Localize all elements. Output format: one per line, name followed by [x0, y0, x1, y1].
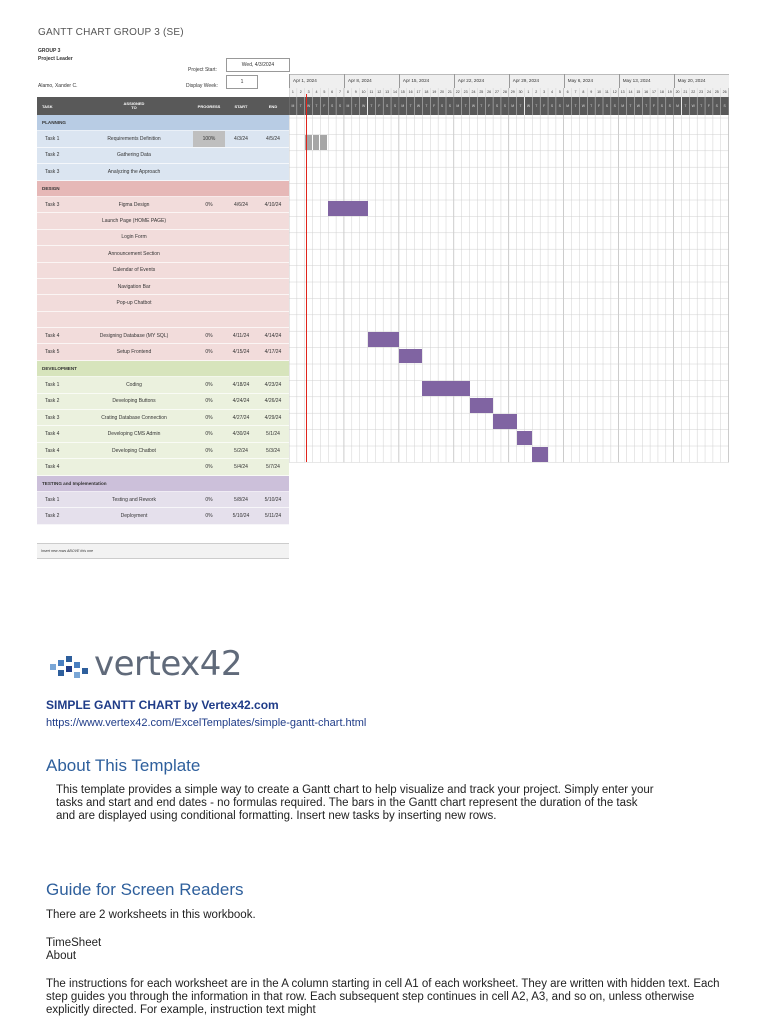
start-date: 4/11/24 [232, 332, 250, 339]
assigned-to: Developing CMS Admin [107, 431, 161, 438]
day-letter: F [705, 97, 713, 115]
day-number: 13 [385, 90, 390, 94]
gantt-bar-complete [320, 135, 328, 150]
template-link-url[interactable]: https://www.vertex42.com/ExcelTemplates/simple-gantt-chart.html [46, 717, 367, 729]
end-date: 5/1/24 [266, 431, 280, 438]
task-row[interactable] [37, 377, 289, 393]
progress-value: 0% [205, 447, 213, 454]
day-number: 15 [400, 90, 405, 94]
task-row[interactable] [37, 131, 289, 147]
end-date: 4/14/24 [264, 332, 282, 339]
about-heading: About This Template [46, 756, 201, 775]
leader-name: Alamo, Xander C. [38, 83, 78, 89]
day-letter: S [501, 97, 509, 115]
gantt-chart [289, 74, 738, 464]
day-letter: W [305, 97, 313, 115]
progress-value [193, 164, 225, 179]
progress-value: 0% [205, 513, 213, 520]
start-date: 5/2/24 [234, 447, 248, 454]
day-letter: S [548, 97, 556, 115]
task-row[interactable] [37, 344, 289, 360]
gantt-bar [328, 201, 367, 216]
day-letter: T [462, 97, 470, 115]
day-number: 16 [408, 90, 413, 94]
logo-text: vertex42 [94, 644, 243, 684]
table-body [37, 115, 289, 525]
phase-label: PLANNING [42, 120, 66, 126]
day-letter: T [352, 97, 360, 115]
about-text: This template provides a simple way to create a Gantt chart to help visualize and track your project. Simply enter your tasks and start and end dates - no formulas required. The bars in the Gantt chart represent the duration of the task and are displayed using conditional formatting. Insert new tasks by inserting new rows. [56, 784, 654, 822]
col-end: END [268, 103, 278, 109]
day-letter: S [658, 97, 666, 115]
gantt-gridlines [289, 74, 729, 464]
day-number: 17 [416, 90, 421, 94]
assigned-to: Crating Database Connection [101, 414, 167, 421]
day-number: 22 [691, 90, 696, 94]
progress-value [193, 279, 225, 294]
start-date: 5/10/24 [232, 513, 250, 520]
progress-value [193, 246, 225, 261]
task-row[interactable] [37, 197, 289, 213]
day-letter: W [415, 97, 423, 115]
group-name: GROUP 3 [38, 48, 61, 54]
day-number: 19 [432, 90, 437, 94]
assigned-to: Figma Design [118, 201, 150, 208]
progress-value [193, 263, 225, 278]
progress-value: 0% [205, 431, 213, 438]
guide-line1: There are 2 worksheets in this workbook. [46, 909, 256, 921]
day-letter: M [344, 97, 352, 115]
phase-row-design [37, 181, 289, 197]
day-letter: M [399, 97, 407, 115]
day-number: 25 [479, 90, 484, 94]
day-letter: M [289, 97, 297, 115]
day-number: 16 [644, 90, 649, 94]
phase-row-dev [37, 361, 289, 377]
day-number: 20 [675, 90, 680, 94]
day-letter: F [485, 97, 493, 115]
start-date: 4/27/24 [232, 414, 250, 421]
day-letter: T [297, 97, 305, 115]
progress-value [193, 312, 225, 327]
day-letter: T [697, 97, 705, 115]
week-label: May 20, 2024 [674, 74, 729, 88]
day-letter: W [470, 97, 478, 115]
end-date: 4/23/24 [264, 381, 282, 388]
day-number: 15 [636, 90, 641, 94]
guide-sheet2: About [46, 950, 77, 962]
start-date: 4/18/24 [232, 381, 250, 388]
task-name: Task 3 [45, 414, 60, 421]
phase-row-test [37, 476, 289, 492]
gantt-bar [399, 349, 423, 364]
day-number: 21 [683, 90, 688, 94]
insert-note: Insert new rows ABOVE this one [37, 543, 289, 559]
day-number: 5 [558, 90, 561, 94]
day-letter: S [611, 97, 619, 115]
task-row[interactable] [37, 263, 289, 279]
day-number: 23 [463, 90, 468, 94]
day-number: 10 [361, 90, 366, 94]
col-progress: PROGRESS [197, 103, 221, 109]
day-letter: S [603, 97, 611, 115]
task-row[interactable] [37, 279, 289, 295]
progress-value [193, 230, 225, 245]
day-letter: T [422, 97, 430, 115]
day-number: 24 [471, 90, 476, 94]
day-number: 1 [291, 90, 294, 94]
task-name: Task 4 [45, 447, 60, 454]
day-letter: T [627, 97, 635, 115]
day-number: 2 [299, 90, 302, 94]
week-label: Apr 1, 2024 [289, 74, 344, 88]
task-name: Task 3 [45, 168, 60, 175]
vertex42-logo [48, 644, 248, 690]
start-date: 5/8/24 [234, 496, 248, 503]
day-number: 14 [392, 90, 397, 94]
day-number: 12 [377, 90, 382, 94]
day-number: 19 [667, 90, 672, 94]
day-letter: T [572, 97, 580, 115]
day-letter: T [368, 97, 376, 115]
progress-value: 0% [205, 201, 213, 208]
col-task: TASK [42, 103, 53, 109]
day-letter: S [383, 97, 391, 115]
progress-value: 0% [205, 398, 213, 405]
progress-value: 0% [205, 349, 213, 356]
phase-row-planning [37, 115, 289, 131]
assigned-to: Analyzing the Approach [107, 168, 161, 175]
assigned-to: Designing Database (MY SQL) [99, 332, 169, 339]
task-row[interactable] [37, 394, 289, 410]
day-letter: M [619, 97, 627, 115]
day-letter: T [313, 97, 321, 115]
day-letter: W [579, 97, 587, 115]
gantt-bar-complete [313, 135, 321, 150]
start-date: 4/24/24 [232, 398, 250, 405]
col-assigned: ASSIGNED TO [123, 100, 145, 110]
task-row[interactable] [37, 295, 289, 311]
project-start-field[interactable]: Wed, 4/3/2024 [226, 58, 290, 72]
day-number: 5 [323, 90, 326, 94]
progress-value [193, 295, 225, 310]
day-number: 23 [699, 90, 704, 94]
progress-value: 0% [205, 463, 213, 470]
day-number: 29 [510, 90, 515, 94]
task-table [37, 97, 289, 559]
assigned-to: Setup Frontend [116, 349, 152, 356]
assigned-to: Login Form [121, 234, 147, 241]
assigned-to: Navigation Bar [117, 283, 151, 290]
display-week-field[interactable]: 1 [226, 75, 258, 89]
assigned-to: Developing Chatbot [112, 447, 156, 454]
day-number: 6 [331, 90, 334, 94]
task-name: Task 5 [45, 349, 60, 356]
day-number: 11 [605, 90, 609, 94]
day-number: 3 [307, 90, 310, 94]
day-letter: T [477, 97, 485, 115]
day-number: 9 [354, 90, 357, 94]
day-number: 18 [659, 90, 664, 94]
day-letter: F [595, 97, 603, 115]
progress-value: 100% [193, 131, 225, 146]
day-number: 20 [440, 90, 445, 94]
day-letter: F [430, 97, 438, 115]
role-label: Project Leader [38, 56, 73, 62]
phase-label: DESIGN [42, 185, 60, 191]
gantt-bar [368, 332, 399, 347]
week-label: Apr 8, 2024 [344, 74, 399, 88]
task-row[interactable] [37, 213, 289, 229]
assigned-to: Launch Page (HOME PAGE) [101, 218, 167, 225]
gantt-bar [422, 381, 469, 396]
day-number: 17 [652, 90, 657, 94]
phase-label: DEVELOPMENT [42, 366, 77, 372]
end-date: 4/10/24 [264, 201, 282, 208]
day-letter: S [391, 97, 399, 115]
day-number: 6 [566, 90, 569, 94]
day-letter: S [713, 97, 721, 115]
task-name: Task 3 [45, 201, 60, 208]
gantt-bar [517, 431, 533, 446]
day-letter: W [689, 97, 697, 115]
day-letter: W [525, 97, 533, 115]
progress-value: 0% [205, 381, 213, 388]
day-number: 4 [550, 90, 553, 94]
task-row[interactable] [37, 230, 289, 246]
task-row[interactable] [37, 459, 289, 475]
progress-value: 0% [205, 332, 213, 339]
end-date: 4/5/24 [266, 136, 280, 143]
day-number: 25 [714, 90, 719, 94]
day-letter: M [509, 97, 517, 115]
day-letter: S [666, 97, 674, 115]
day-letter: M [564, 97, 572, 115]
today-marker [306, 94, 307, 462]
assigned-to: Gathering Data [117, 152, 151, 159]
day-number: 7 [339, 90, 342, 94]
day-number: 4 [315, 90, 318, 94]
task-name: Task 4 [45, 463, 60, 470]
task-name: Task 2 [45, 398, 60, 405]
day-number: 24 [706, 90, 711, 94]
day-letter: S [493, 97, 501, 115]
day-letter: S [446, 97, 454, 115]
day-letter: W [360, 97, 368, 115]
guide-heading: Guide for Screen Readers [46, 880, 244, 899]
assigned-to: Pop-up Chatbot [116, 299, 152, 306]
day-number: 7 [574, 90, 577, 94]
sheet-title: GANTT CHART GROUP 3 (SE) [38, 27, 184, 38]
task-row[interactable] [37, 148, 289, 164]
day-number: 1 [527, 90, 530, 94]
day-letter: M [454, 97, 462, 115]
task-row[interactable] [37, 410, 289, 426]
progress-value: 0% [205, 496, 213, 503]
task-row[interactable] [37, 508, 289, 524]
end-date: 5/10/24 [264, 496, 282, 503]
gantt-bar [532, 447, 548, 462]
day-letter: T [407, 97, 415, 115]
week-label: May 13, 2024 [619, 74, 674, 88]
end-date: 4/17/24 [264, 349, 282, 356]
day-number: 12 [612, 90, 617, 94]
task-row[interactable] [37, 426, 289, 442]
task-name: Task 1 [45, 496, 60, 503]
day-letter: S [556, 97, 564, 115]
day-letter: T [587, 97, 595, 115]
day-number: 28 [502, 90, 507, 94]
logo-mark-icon [48, 650, 98, 690]
start-date: 4/30/24 [232, 431, 250, 438]
day-number: 26 [487, 90, 492, 94]
task-name: Task 4 [45, 332, 60, 339]
start-date: 4/3/24 [234, 136, 248, 143]
day-number: 8 [582, 90, 585, 94]
day-letter: M [674, 97, 682, 115]
day-letter: T [682, 97, 690, 115]
guide-text: The instructions for each worksheet are in the A column starting in cell A1 of each worksheet. They are written with hidden text. Each step guides you through the information in that row. Each subsequent step continues in cell A2, A3, and so on, unless otherwise explicitly directed. For example, instruction text might [46, 978, 720, 1016]
assigned-to: Coding [126, 381, 142, 388]
phase-label: TESTING and Implementation [42, 480, 107, 486]
day-number: 30 [518, 90, 523, 94]
day-number: 3 [543, 90, 546, 94]
task-name: Task 2 [45, 513, 60, 520]
day-number: 21 [447, 90, 452, 94]
day-letter: F [540, 97, 548, 115]
display-week-label: Display Week: [186, 83, 218, 89]
assigned-to: Developing Buttons [112, 398, 156, 405]
progress-value: 0% [205, 414, 213, 421]
template-link-title[interactable]: SIMPLE GANTT CHART by Vertex42.com [46, 698, 279, 712]
day-letter: W [634, 97, 642, 115]
assigned-to: Deployment [120, 513, 148, 520]
day-number: 10 [597, 90, 602, 94]
end-date: 5/11/24 [264, 513, 282, 520]
assigned-to: Calendar of Events [112, 267, 156, 274]
start-date: 4/15/24 [232, 349, 250, 356]
task-row[interactable] [37, 492, 289, 508]
assigned-to: Testing and Rework [112, 496, 156, 503]
day-letter: T [517, 97, 525, 115]
day-number: 8 [346, 90, 349, 94]
day-number: 26 [722, 90, 727, 94]
task-row[interactable] [37, 328, 289, 344]
progress-value [193, 213, 225, 228]
col-start: START [234, 103, 248, 109]
start-date: 4/6/24 [234, 201, 248, 208]
day-number: 13 [620, 90, 625, 94]
day-letter: S [328, 97, 336, 115]
gantt-bar [470, 398, 494, 413]
end-date: 4/29/24 [264, 414, 282, 421]
day-letter: T [532, 97, 540, 115]
project-start-label: Project Start: [188, 67, 217, 73]
gantt-bar [493, 414, 517, 429]
day-number: 22 [455, 90, 460, 94]
day-number: 27 [495, 90, 500, 94]
task-row[interactable] [37, 164, 289, 180]
task-row[interactable] [37, 246, 289, 262]
end-date: 5/7/24 [266, 463, 280, 470]
day-letter: F [320, 97, 328, 115]
end-date: 4/26/24 [264, 398, 282, 405]
assigned-to: Requirements Definition [107, 136, 161, 143]
day-number: 11 [369, 90, 374, 94]
week-label: Apr 22, 2024 [454, 74, 509, 88]
day-letter: F [375, 97, 383, 115]
week-label: Apr 15, 2024 [399, 74, 454, 88]
task-name: Task 1 [45, 381, 60, 388]
day-letter: T [642, 97, 650, 115]
day-letter: S [721, 97, 729, 115]
week-label: Apr 29, 2024 [509, 74, 564, 88]
start-date: 5/4/24 [234, 463, 248, 470]
day-letter: S [438, 97, 446, 115]
end-date: 5/3/24 [266, 447, 280, 454]
day-letter: F [650, 97, 658, 115]
progress-value [193, 148, 225, 163]
task-name: Task 2 [45, 152, 60, 159]
day-number: 2 [535, 90, 538, 94]
week-label: May 6, 2024 [564, 74, 619, 88]
day-letter: S [336, 97, 344, 115]
task-name: Task 1 [45, 136, 60, 143]
task-row[interactable] [37, 312, 289, 328]
day-number: 18 [424, 90, 429, 94]
guide-sheet1: TimeSheet [46, 937, 102, 949]
task-name: Task 4 [45, 431, 60, 438]
day-number: 9 [590, 90, 593, 94]
assigned-to: Announcement Section [108, 250, 160, 257]
day-number: 14 [628, 90, 633, 94]
table-header [37, 97, 289, 115]
task-row[interactable] [37, 443, 289, 459]
